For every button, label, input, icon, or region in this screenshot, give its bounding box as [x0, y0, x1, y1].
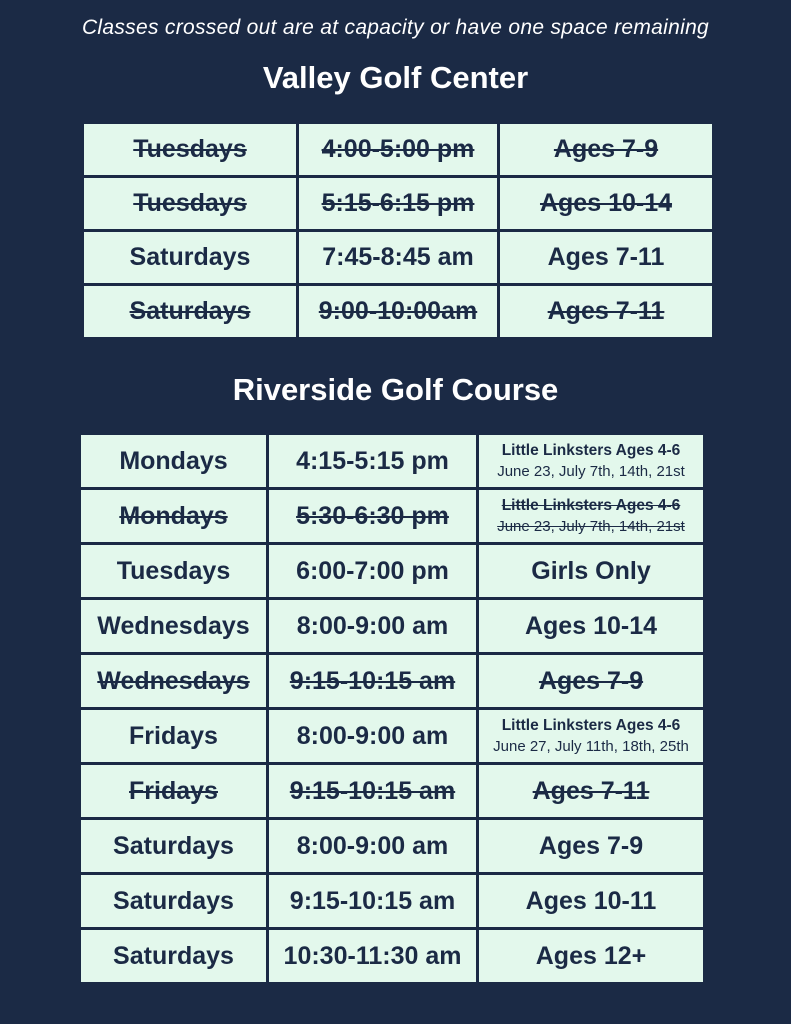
- class-day-text: Tuesdays: [133, 189, 247, 217]
- class-group-text: Ages 7-9: [538, 831, 644, 860]
- class-time-text: 4:15-5:15 pm: [296, 446, 449, 475]
- riverside-schedule-table: [78, 432, 706, 985]
- class-group-name: Little Linksters Ages 4-6: [501, 441, 681, 459]
- class-group: [500, 232, 712, 283]
- class-day-text: Wednesdays: [97, 611, 250, 640]
- schedule-row: [81, 710, 703, 762]
- class-group-text: Girls Only: [531, 556, 651, 585]
- schedule-row: [81, 545, 703, 597]
- class-time: [269, 655, 476, 707]
- class-group-name: Little Linksters Ages 4-6: [501, 496, 681, 514]
- schedule-row: [81, 655, 703, 707]
- class-day-text: Tuesdays: [116, 556, 231, 585]
- class-day: [81, 655, 266, 707]
- class-group: [479, 545, 703, 597]
- class-time: [269, 600, 476, 652]
- class-time-text: 8:00-9:00 am: [296, 611, 449, 640]
- class-time: [269, 490, 476, 542]
- schedule-row: [81, 875, 703, 927]
- class-dates: June 23, July 7th, 14th, 21st: [497, 462, 685, 480]
- valley-golf-center-title: Valley Golf Center: [262, 60, 529, 95]
- schedule-row: [81, 435, 703, 487]
- class-day: [81, 545, 266, 597]
- class-group: [479, 710, 703, 762]
- class-group: [500, 124, 712, 175]
- class-day: [81, 765, 266, 817]
- class-day: [81, 930, 266, 982]
- class-time-text: 8:00-9:00 am: [296, 721, 449, 750]
- class-time-text: 9:15-10:15 am: [289, 666, 456, 695]
- class-time-text: 4:00-5:00 pm: [321, 135, 475, 163]
- class-time: [299, 232, 497, 283]
- class-group-text: Ages 7-11: [547, 297, 665, 325]
- capacity-notice: Classes crossed out are at capacity or have one space remaining: [81, 16, 710, 39]
- class-day-text: Mondays: [119, 501, 228, 530]
- class-group: [479, 930, 703, 982]
- class-group: [500, 286, 712, 337]
- class-day-text: Wednesdays: [97, 666, 250, 695]
- class-time: [269, 545, 476, 597]
- class-group-text: Ages 10-14: [539, 189, 673, 217]
- class-group: [479, 820, 703, 872]
- class-day-text: Saturdays: [113, 831, 234, 860]
- class-day-text: Saturdays: [129, 297, 251, 325]
- class-day: [81, 875, 266, 927]
- class-time: [269, 710, 476, 762]
- class-day: [84, 232, 296, 283]
- class-time-text: 5:30-6:30 pm: [296, 501, 449, 530]
- class-group-text: Ages 7-11: [532, 776, 650, 805]
- class-time-text: 8:00-9:00 am: [296, 831, 449, 860]
- class-day-text: Fridays: [129, 776, 218, 805]
- schedule-row: [81, 490, 703, 542]
- class-time: [299, 286, 497, 337]
- schedule-row: [84, 232, 712, 283]
- class-day: [81, 490, 266, 542]
- class-group-text: Ages 12+: [535, 941, 647, 970]
- class-day: [84, 178, 296, 229]
- class-day-text: Fridays: [129, 721, 218, 750]
- class-day-text: Mondays: [119, 446, 228, 475]
- class-day-text: Saturdays: [113, 941, 234, 970]
- class-time: [269, 435, 476, 487]
- class-time-text: 9:00-10:00am: [318, 297, 478, 325]
- class-day-text: Tuesdays: [133, 135, 247, 163]
- class-group-text: Ages 10-11: [525, 886, 657, 915]
- class-time-text: 10:30-11:30 am: [283, 941, 462, 970]
- class-group: [479, 600, 703, 652]
- class-time-text: 5:15-6:15 pm: [321, 189, 475, 217]
- class-group-text: Ages 7-9: [538, 666, 644, 695]
- class-day: [81, 820, 266, 872]
- schedule-row: [81, 765, 703, 817]
- schedule-row: [84, 286, 712, 337]
- class-day-text: Saturdays: [129, 243, 251, 271]
- class-day: [84, 124, 296, 175]
- class-time-text: 9:15-10:15 am: [289, 886, 456, 915]
- class-time: [269, 765, 476, 817]
- riverside-golf-course-title: Riverside Golf Course: [232, 372, 559, 407]
- schedule-row: [81, 820, 703, 872]
- class-dates: June 27, July 11th, 18th, 25th: [493, 737, 689, 755]
- schedule-row: [84, 124, 712, 175]
- class-time: [269, 820, 476, 872]
- class-group: [479, 655, 703, 707]
- class-time: [269, 875, 476, 927]
- class-group-name: Little Linksters Ages 4-6: [501, 716, 681, 734]
- class-day-text: Saturdays: [113, 886, 234, 915]
- class-group-text: Ages 10-14: [524, 611, 658, 640]
- class-time-text: 9:15-10:15 am: [289, 776, 456, 805]
- class-day: [84, 286, 296, 337]
- class-time: [299, 178, 497, 229]
- class-group: [479, 875, 703, 927]
- class-time-text: 7:45-8:45 am: [322, 243, 474, 271]
- schedule-row: [81, 600, 703, 652]
- class-time: [269, 930, 476, 982]
- class-dates: June 23, July 7th, 14th, 21st: [497, 517, 685, 535]
- schedule-row: [81, 930, 703, 982]
- class-group: [479, 435, 703, 487]
- class-day: [81, 600, 266, 652]
- schedule-row: [84, 178, 712, 229]
- class-group-text: Ages 7-9: [553, 135, 659, 163]
- valley-schedule-table: [81, 121, 715, 340]
- class-group: [479, 490, 703, 542]
- class-day: [81, 710, 266, 762]
- class-time: [299, 124, 497, 175]
- class-group-text: Ages 7-11: [547, 243, 665, 271]
- class-time-text: 6:00-7:00 pm: [296, 556, 449, 585]
- class-group: [500, 178, 712, 229]
- class-day: [81, 435, 266, 487]
- class-group: [479, 765, 703, 817]
